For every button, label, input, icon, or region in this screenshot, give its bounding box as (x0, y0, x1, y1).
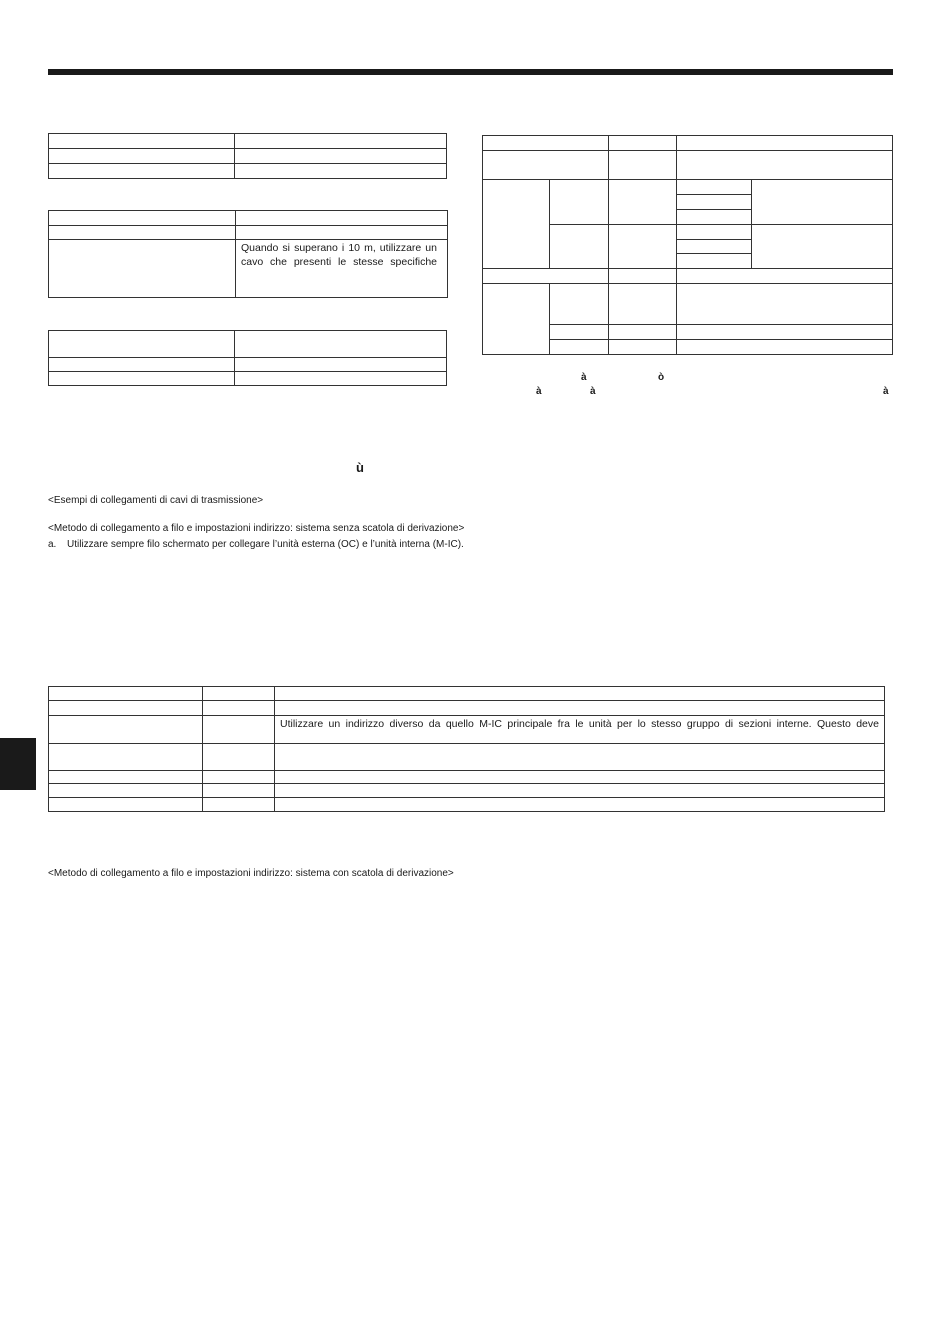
table-cell (609, 180, 677, 225)
cable-length-note: Quando si superano i 10 m, utilizzare un cavo che presenti le stesse specifiche (241, 242, 437, 268)
spec-table-2 (48, 210, 448, 298)
table-cell (609, 225, 677, 269)
table-cell (49, 226, 236, 240)
table-cell (235, 358, 447, 372)
table-cell (236, 211, 448, 226)
table-cell (49, 149, 235, 164)
table-cell (677, 240, 752, 254)
table-cell (203, 716, 275, 744)
table-cell (677, 225, 752, 240)
table-cell (677, 210, 752, 225)
table-cell (275, 716, 885, 744)
header-rule (48, 69, 893, 75)
address-table (48, 686, 885, 812)
table-cell (609, 340, 677, 355)
table-cell (275, 798, 885, 812)
accent-glyph: à (536, 386, 542, 397)
examples-heading: <Esempi di collegamenti di cavi di trasmissione> (48, 495, 264, 506)
table-cell (609, 269, 677, 284)
table-cell (677, 254, 752, 269)
table-cell (49, 771, 203, 784)
table-cell (275, 687, 885, 701)
table-cell (483, 269, 609, 284)
table-cell (609, 284, 677, 325)
table-cell (203, 744, 275, 771)
table-cell (550, 325, 609, 340)
table-cell (550, 340, 609, 355)
table-cell (235, 331, 447, 358)
table-cell (49, 784, 203, 798)
table-cell (275, 771, 885, 784)
table-cell (677, 180, 752, 195)
table-cell (235, 164, 447, 179)
accent-glyph: à (883, 386, 889, 397)
table-cell (49, 372, 235, 386)
method-box-heading: <Metodo di collegamento a filo e impostazioni indirizzo: sistema con scatola di derivazione> (48, 868, 454, 879)
table-cell (49, 134, 235, 149)
table-cell (752, 180, 893, 225)
table-cell (483, 136, 609, 151)
list-item-a-marker: a. (48, 539, 57, 550)
table-cell (275, 701, 885, 716)
table-cell (752, 225, 893, 269)
list-item-a-text: Utilizzare sempre filo schermato per collegare l’unità esterna (OC) e l’unità interna (M-IC). (67, 539, 464, 550)
table-cell (49, 211, 236, 226)
language-side-tab (0, 738, 36, 790)
table-cell (550, 225, 609, 269)
table-cell (677, 151, 893, 180)
table-cell (677, 340, 893, 355)
table-cell (203, 798, 275, 812)
table-cell (609, 325, 677, 340)
table-cell (49, 716, 203, 744)
table-cell (49, 358, 235, 372)
table-cell (550, 180, 609, 225)
table-cell (203, 771, 275, 784)
table-cell (609, 151, 677, 180)
table-cell (550, 284, 609, 325)
table-cell (275, 744, 885, 771)
table-cell (483, 180, 550, 269)
table-cell (677, 136, 893, 151)
table-cell (49, 744, 203, 771)
accent-glyph: à (581, 372, 587, 383)
table-cell (483, 151, 609, 180)
table-cell (49, 164, 235, 179)
table-cell (203, 701, 275, 716)
table-cell (609, 136, 677, 151)
table-cell (483, 284, 550, 355)
table-cell (677, 284, 893, 325)
method-no-box-heading: <Metodo di collegamento a filo e impostazioni indirizzo: sistema senza scatola di derivazione> (48, 523, 465, 534)
table-cell (235, 149, 447, 164)
accent-glyph-heading: ù (356, 460, 364, 475)
table-cell (236, 240, 448, 298)
spec-table-3 (48, 330, 447, 386)
table-cell (49, 701, 203, 716)
table-cell (677, 325, 893, 340)
table-cell (49, 798, 203, 812)
accent-glyph: ò (658, 372, 665, 383)
table-cell (203, 784, 275, 798)
table-cell (49, 687, 203, 701)
table-cell (275, 784, 885, 798)
spec-table-1 (48, 133, 447, 179)
table-cell (49, 240, 236, 298)
accent-glyph: à (590, 386, 596, 397)
table-cell (677, 269, 893, 284)
table-cell (677, 195, 752, 210)
table-cell (235, 372, 447, 386)
table-cell (236, 226, 448, 240)
address-note: Utilizzare un indirizzo diverso da quello M-IC principale fra le unità per lo stesso gruppo di sezioni interne. Questo deve (280, 718, 879, 730)
switch-setting-table (482, 135, 893, 355)
table-cell (49, 331, 235, 358)
table-cell (203, 687, 275, 701)
table-cell (235, 134, 447, 149)
